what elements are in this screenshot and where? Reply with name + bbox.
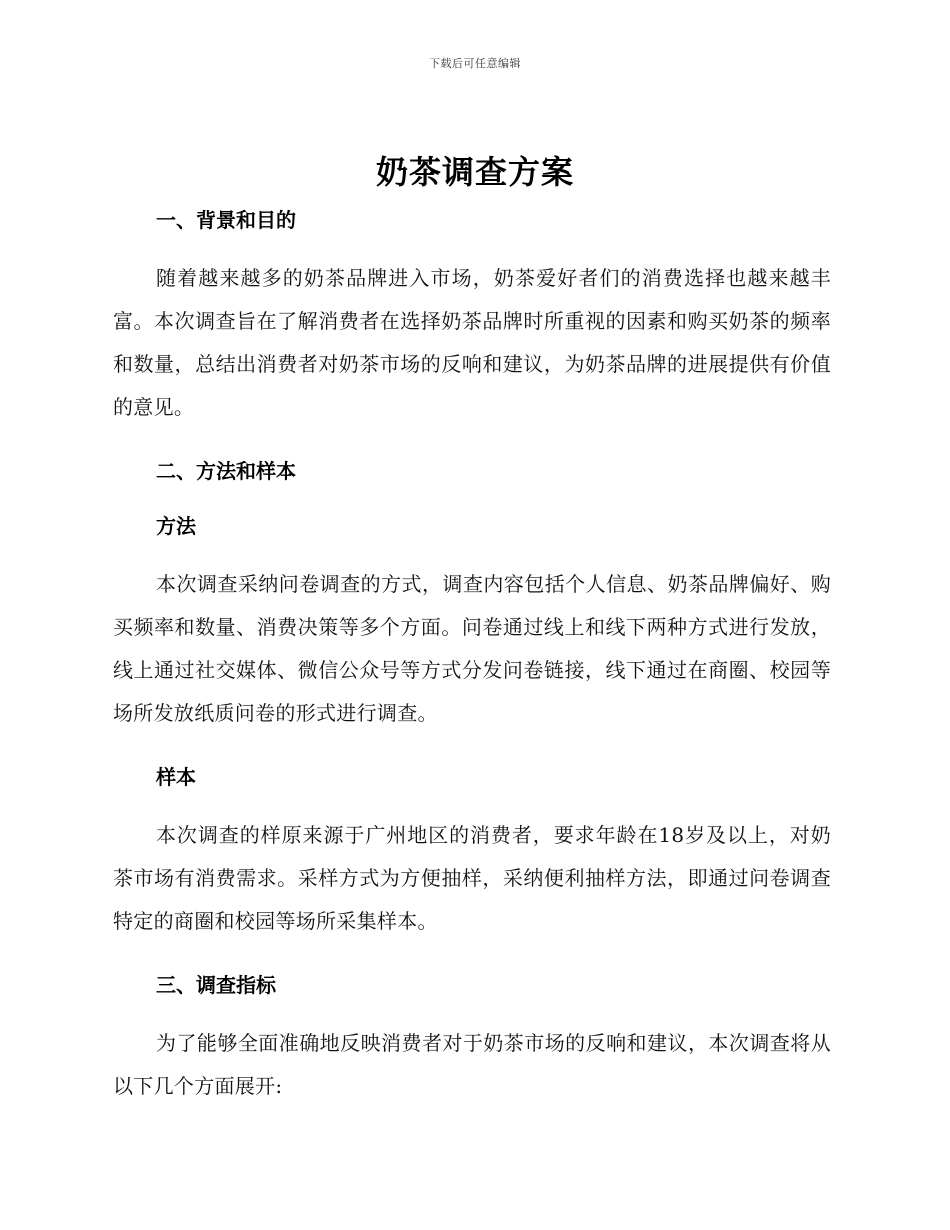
section-heading-method-sample: 二、方法和样本	[156, 459, 296, 483]
subheading-sample: 样本	[156, 765, 196, 789]
subheading-method: 方法	[156, 514, 196, 538]
paragraph-sample: 本次调查的样原来源于广州地区的消费者，要求年龄在18岁及以上，对奶茶市场有消费需求。采样方式为方便抽样，采纳便利抽样方法，即通过问卷调查特定的商圈和校园等场所采集样本。	[113, 823, 831, 933]
section-heading-background: 一、背景和目的	[156, 208, 296, 232]
header-note: 下载后可任意编辑	[429, 57, 521, 70]
paragraph-method: 本次调查采纳问卷调查的方式，调查内容包括个人信息、奶茶品牌偏好、购买频率和数量、消费决策等多个方面。问卷通过线上和线下两种方式进行发放，线上通过社交媒体、微信公众号等方式分发问卷链接，线下通过在商圈、校园等场所发放纸质问卷的形式进行调查。	[113, 572, 831, 725]
document-body	[113, 206, 831, 1108]
paragraph-background: 随着越来越多的奶茶品牌进入市场，奶茶爱好者们的消费选择也越来越丰富。本次调查旨在了解消费者在选择奶茶品牌时所重视的因素和购买奶茶的频率和数量，总结出消费者对奶茶市场的反响和建议，为奶茶品牌的进展提供有价值的意见。	[113, 266, 831, 419]
document-title: 奶茶调查方案	[375, 153, 574, 191]
paragraph-indicators: 为了能够全面准确地反映消费者对于奶茶市场的反响和建议，本次调查将从以下几个方面展开:	[113, 1031, 831, 1098]
section-heading-indicators: 三、调查指标	[156, 973, 276, 997]
